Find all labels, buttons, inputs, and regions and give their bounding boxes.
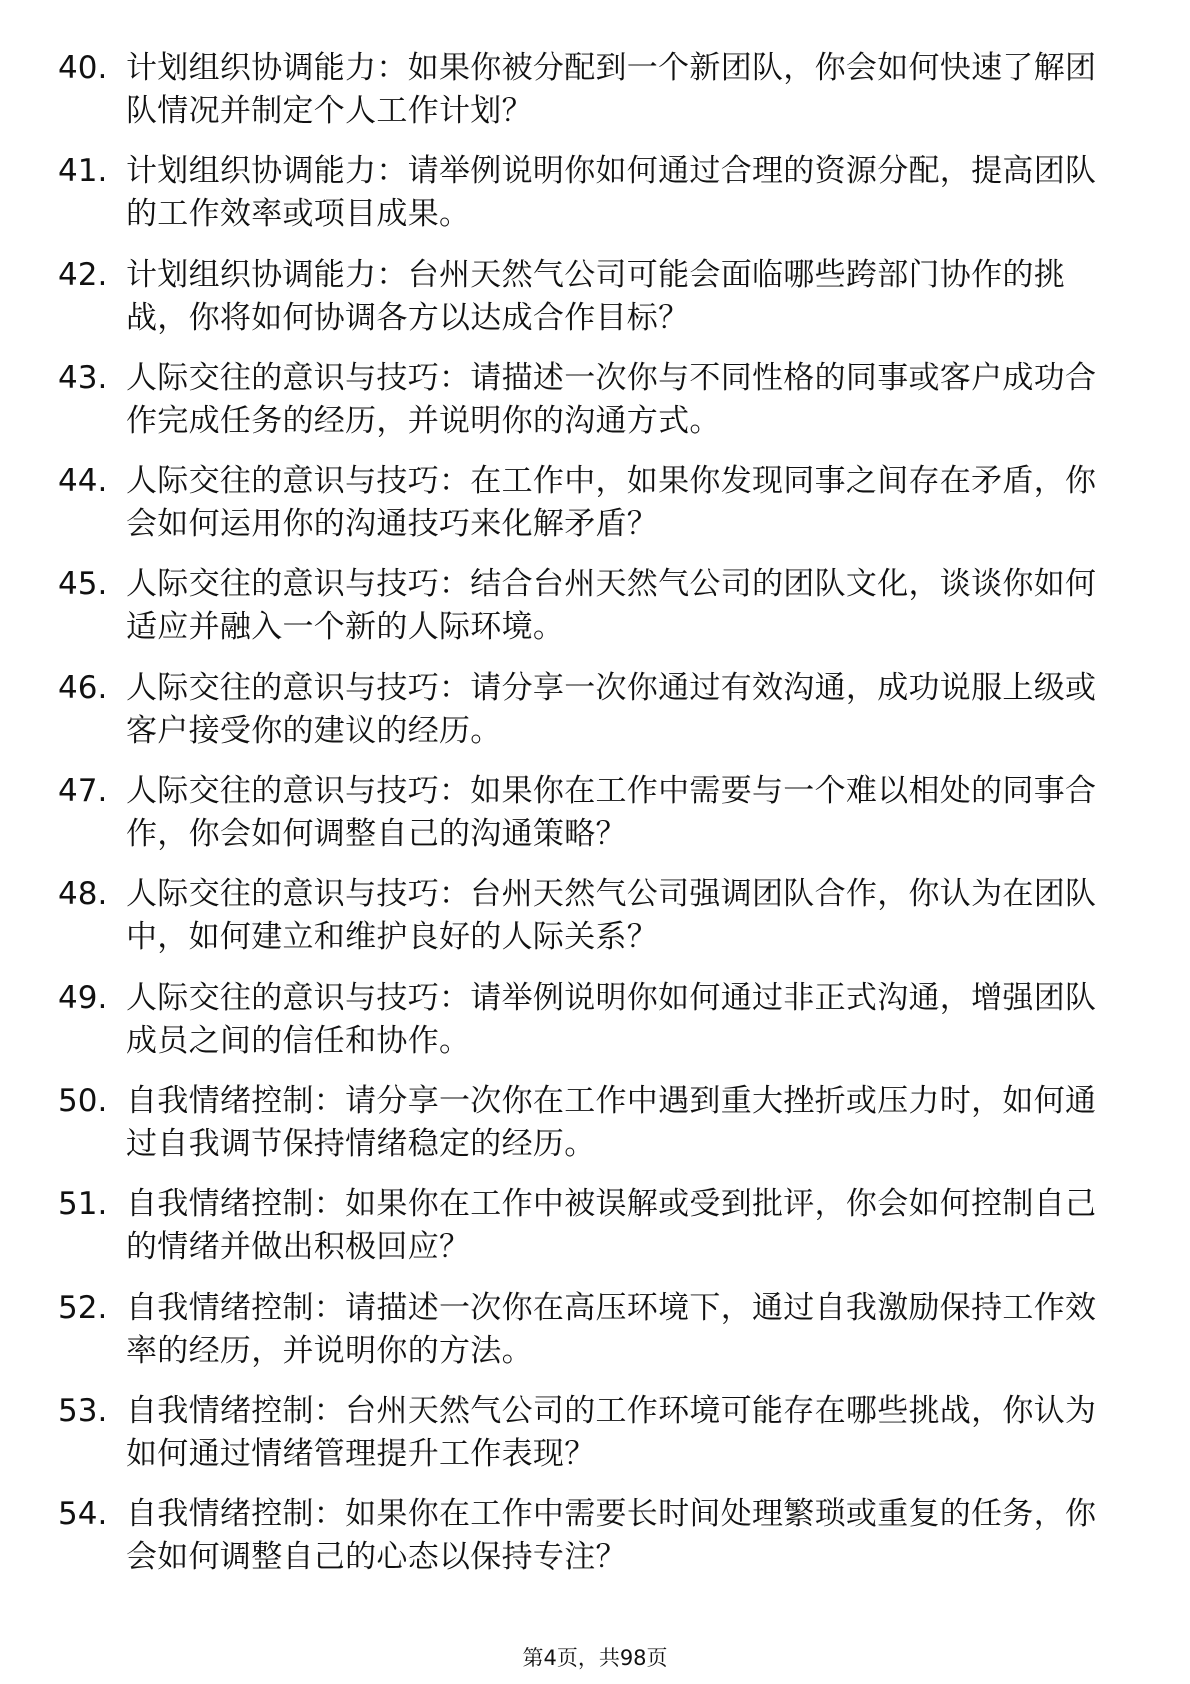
question-text: 人际交往的意识与技巧：请举例说明你如何通过非正式沟通，增强团队成员之间的信任和协作。 [126, 979, 1097, 1059]
question-number: 52. [58, 1289, 108, 1326]
question-text: 自我情绪控制：请分享一次你在工作中遇到重大挫折或压力时，如何通过自我调节保持情绪稳定的经历。 [126, 1082, 1097, 1162]
question-text: 人际交往的意识与技巧：如果你在工作中需要与一个难以相处的同事合作，你会如何调整自己的沟通策略？ [126, 773, 1097, 853]
question-number: 42. [58, 256, 108, 293]
question-number: 53. [58, 1392, 108, 1429]
question-number: 44. [58, 463, 108, 500]
question-item [58, 47, 1118, 133]
question-number: 50. [58, 1082, 108, 1119]
question-item [58, 254, 1118, 340]
question-number: 54. [58, 1496, 108, 1533]
question-text: 人际交往的意识与技巧：在工作中，如果你发现同事之间存在矛盾，你会如何运用你的沟通技巧来化解矛盾？ [126, 463, 1097, 543]
question-text: 人际交往的意识与技巧：请分享一次你通过有效沟通，成功说服上级或客户接受你的建议的经历。 [126, 669, 1097, 749]
question-item [58, 563, 1118, 649]
question-item [58, 1183, 1118, 1269]
question-text: 人际交往的意识与技巧：结合台州天然气公司的团队文化，谈谈你如何适应并融入一个新的人际环境。 [126, 566, 1097, 646]
question-item [58, 1493, 1118, 1579]
question-text: 计划组织协调能力：请举例说明你如何通过合理的资源分配，提高团队的工作效率或项目成果。 [126, 153, 1097, 233]
question-item [58, 770, 1118, 856]
question-number: 51. [58, 1186, 108, 1223]
question-item [58, 150, 1118, 236]
question-item [58, 873, 1118, 959]
question-list [58, 47, 1118, 1596]
question-text: 人际交往的意识与技巧：台州天然气公司强调团队合作，你认为在团队中，如何建立和维护良好的人际关系？ [126, 876, 1097, 956]
question-text: 自我情绪控制：请描述一次你在高压环境下，通过自我激励保持工作效率的经历，并说明你的方法。 [126, 1289, 1097, 1369]
question-text: 人际交往的意识与技巧：请描述一次你与不同性格的同事或客户成功合作完成任务的经历，并说明你的沟通方式。 [126, 359, 1097, 439]
question-number: 46. [58, 669, 108, 706]
question-text: 自我情绪控制：如果你在工作中被误解或受到批评，你会如何控制自己的情绪并做出积极回应？ [126, 1186, 1097, 1266]
question-text: 自我情绪控制：如果你在工作中需要长时间处理繁琐或重复的任务，你会如何调整自己的心态以保持专注？ [126, 1496, 1097, 1576]
question-item [58, 977, 1118, 1063]
question-text: 自我情绪控制：台州天然气公司的工作环境可能存在哪些挑战，你认为如何通过情绪管理提升工作表现？ [126, 1392, 1097, 1472]
page-footer: 第4页，共98页 [522, 1646, 668, 1670]
question-number: 43. [58, 359, 108, 396]
question-text: 计划组织协调能力：台州天然气公司可能会面临哪些跨部门协作的挑战，你将如何协调各方以达成合作目标？ [126, 256, 1065, 336]
question-item [58, 1390, 1118, 1476]
question-text: 计划组织协调能力：如果你被分配到一个新团队，你会如何快速了解团队情况并制定个人工作计划？ [126, 50, 1097, 129]
question-number: 49. [58, 979, 108, 1016]
question-number: 48. [58, 876, 108, 913]
question-number: 45. [58, 566, 108, 603]
question-item [58, 357, 1118, 443]
question-item [58, 460, 1118, 546]
question-number: 47. [58, 773, 108, 810]
question-number: 40. [58, 50, 108, 86]
question-item [58, 1287, 1118, 1373]
question-item [58, 667, 1118, 753]
question-item [58, 1080, 1118, 1166]
question-number: 41. [58, 153, 108, 190]
